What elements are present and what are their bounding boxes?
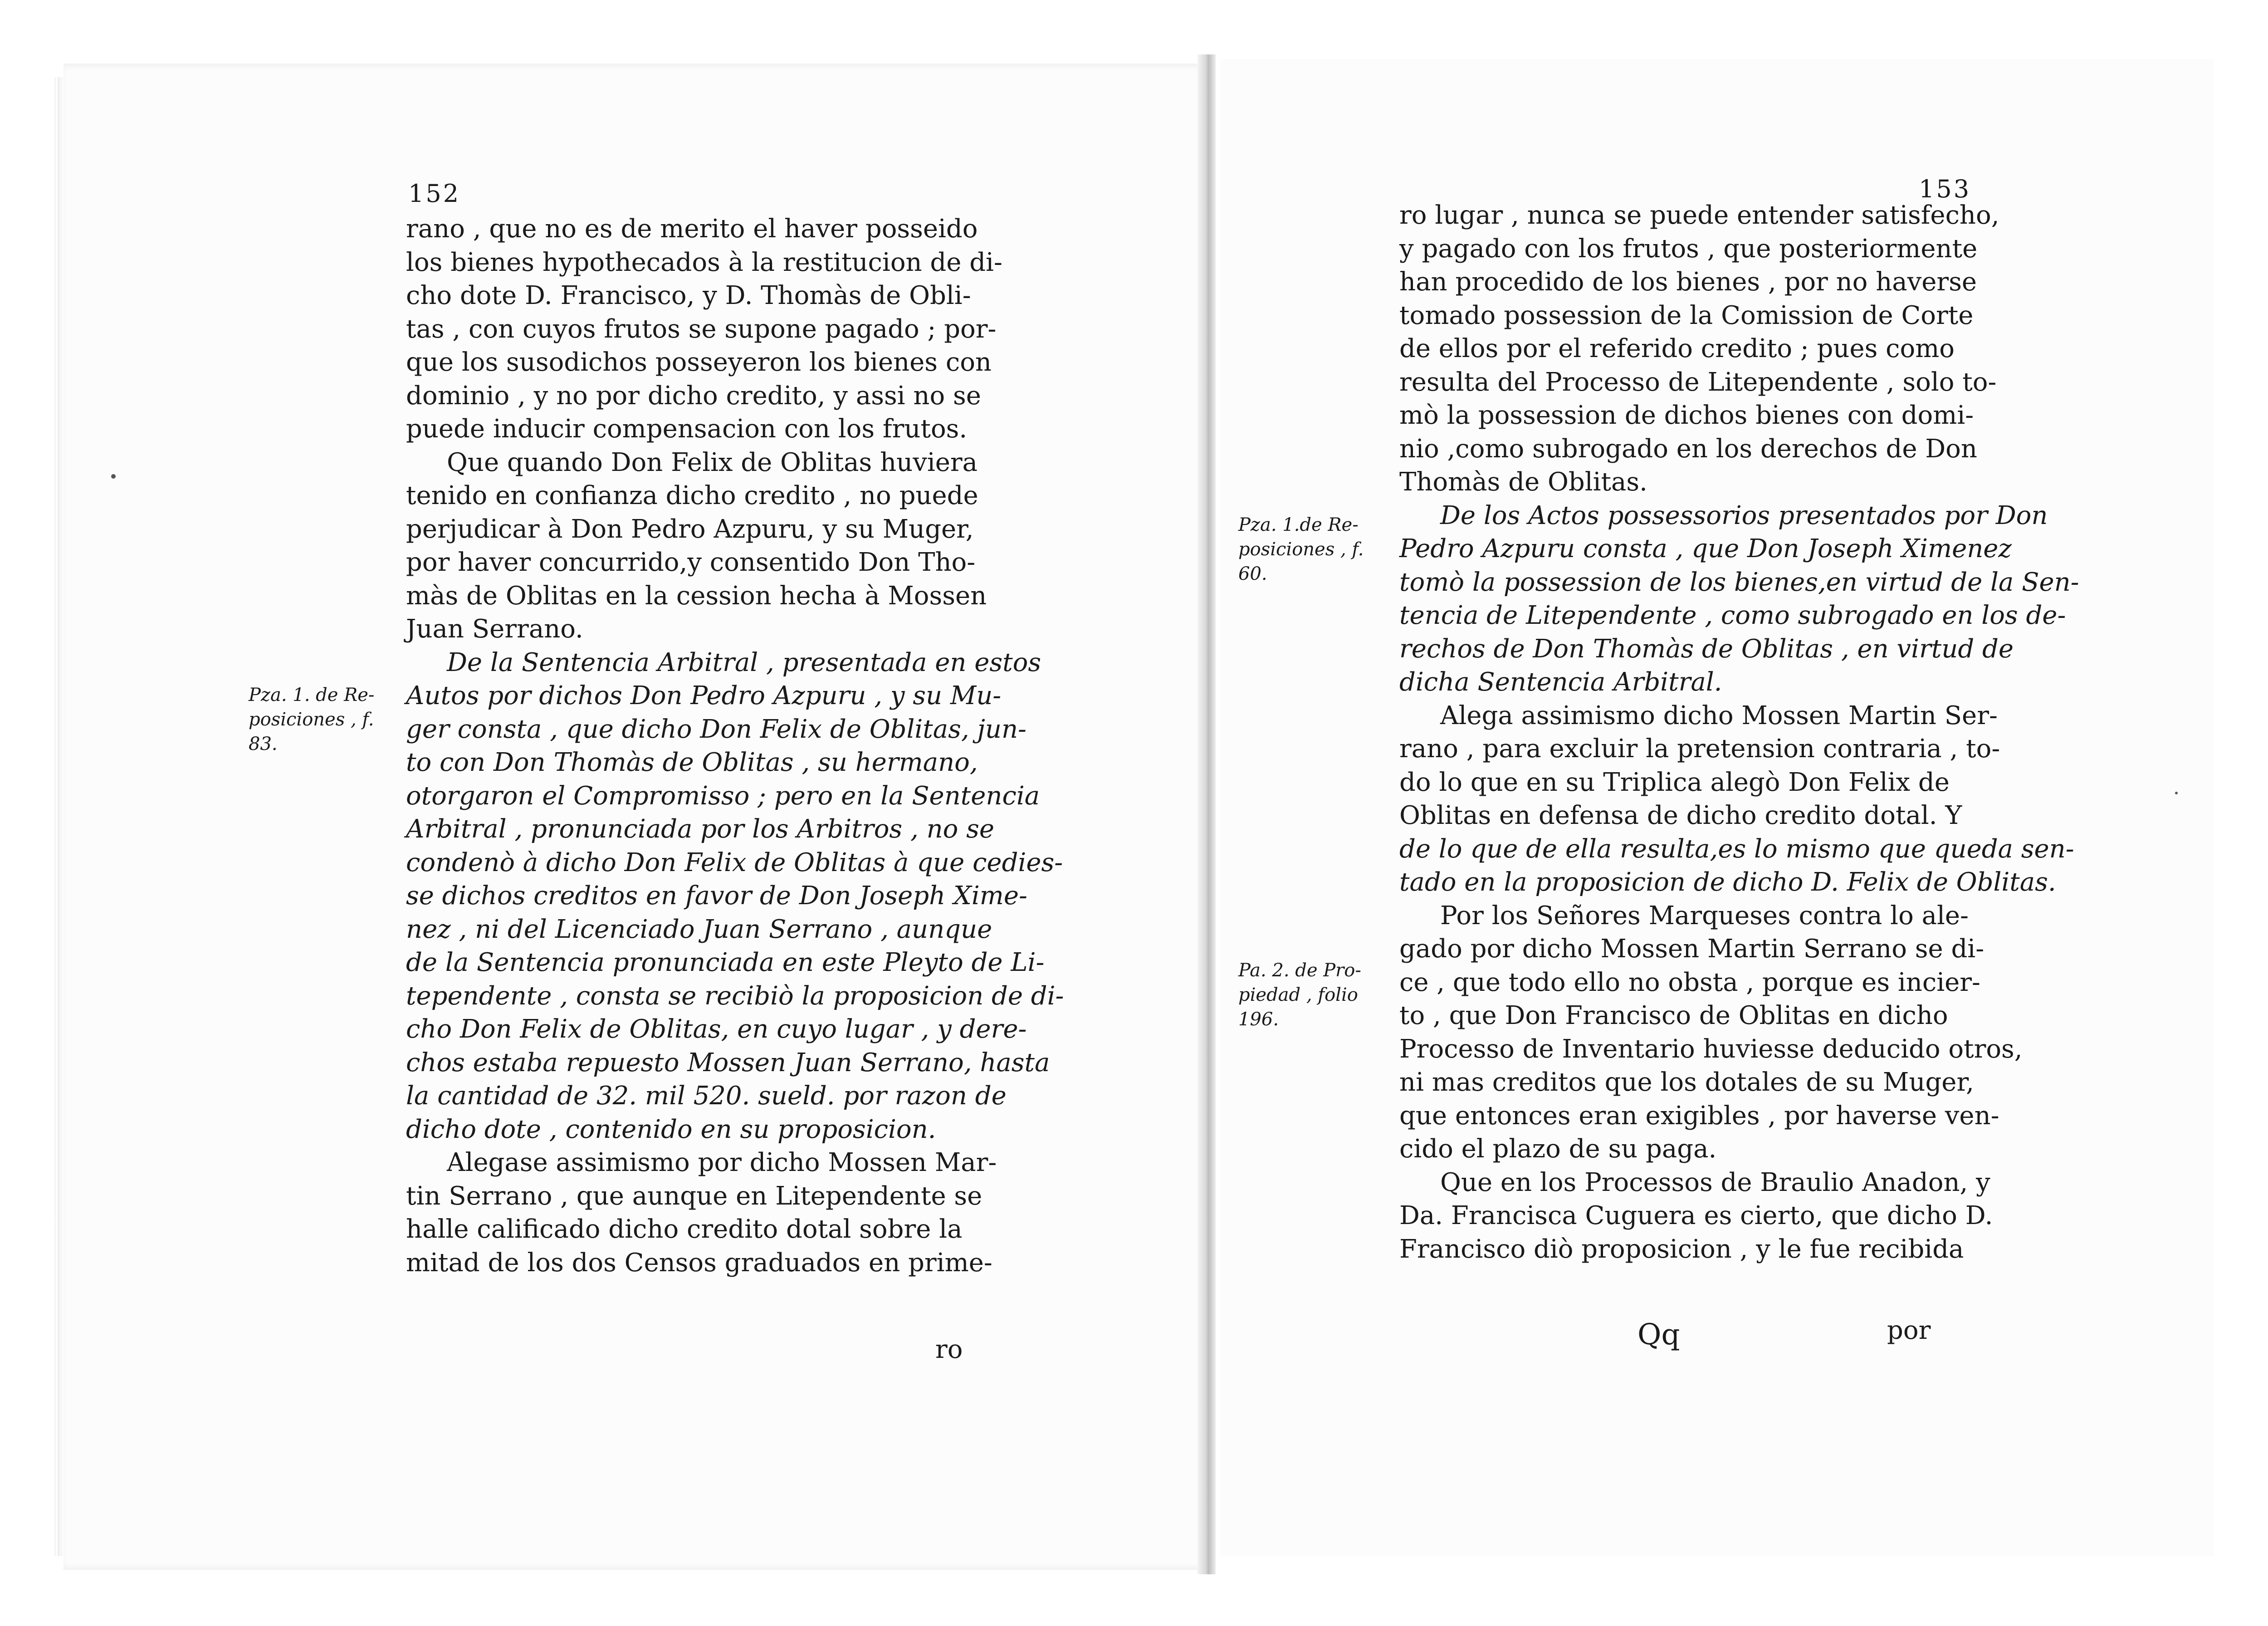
margin-note-line: posiciones , f. [249, 709, 374, 730]
text-line: Alega assimismo dicho Mossen Martin Ser- [1440, 700, 1998, 730]
text-line: ce , que todo ello no obsta , porque es incier- [1399, 967, 1980, 997]
text-line: los bienes hypothecados à la restitucion de di- [406, 247, 1002, 277]
text-line: la cantidad de 32. mil 520. sueld. por razon de [406, 1081, 1007, 1111]
text-line: ni mas creditos que los dotales de su Muger, [1399, 1068, 1974, 1097]
text-line: gado por dicho Mossen Martin Serrano se di- [1399, 934, 1984, 964]
text-line: Autos por dichos Don Pedro Azpuru , y su Mu- [406, 681, 1002, 710]
text-line: Alegase assimismo por dicho Mossen Mar- [447, 1148, 997, 1177]
text-line: cido el plazo de su paga. [1399, 1134, 1717, 1164]
text-line: y pagado con los frutos , que posteriormente [1399, 234, 1978, 264]
margin-note-line: 60. [1238, 563, 1267, 584]
text-line: dicha Sentencia Arbitral. [1399, 667, 1722, 697]
margin-note-line: posiciones , f. [1238, 539, 1364, 560]
text-line: to , que Don Francisco de Oblitas en dicho [1399, 1001, 1948, 1030]
margin-note-line: 83. [249, 734, 278, 754]
text-line: ro lugar , nunca se puede entender satisfecho, [1399, 201, 1999, 230]
text-line: otorgaron el Compromisso ; pero en la Sentencia [406, 781, 1040, 811]
text-line: tas , con cuyos frutos se supone pagado ; por- [406, 314, 997, 344]
left-body-text [406, 212, 1064, 1279]
text-line: nio ,como subrogado en los derechos de Don [1399, 434, 1977, 464]
text-line: tomò la possession de los bienes,en virtud de la Sen- [1399, 567, 2079, 597]
text-line: cho dote D. Francisco, y D. Thomàs de Obli- [406, 281, 971, 310]
text-line: Oblitas en defensa de dicho credito dotal. Y [1399, 801, 1962, 830]
right-page-number: 153 [1919, 175, 1971, 203]
text-line: mitad de los dos Censos graduados en prime- [406, 1248, 992, 1278]
text-line: que entonces eran exigibles , por haverse ven- [1399, 1101, 1999, 1131]
text-line: dominio , y no por dicho credito, y assi no se [406, 381, 981, 411]
text-line: nez , ni del Licenciado Juan Serrano , aunque [406, 914, 992, 944]
margin-note-line: 196. [1238, 1009, 1279, 1030]
text-line: rechos de Don Thomàs de Oblitas , en virtud de [1399, 634, 2014, 664]
text-line: rano , que no es de merito el haver posseido [406, 214, 978, 244]
text-line: chos estaba repuesto Mossen Juan Serrano, hasta [406, 1048, 1050, 1077]
right-margin-note-2 [1238, 958, 1388, 1032]
text-line: tin Serrano , que aunque en Litependente se [406, 1181, 982, 1211]
margin-note-line: Pza. 1. de Re- [249, 685, 375, 705]
text-line: Processo de Inventario huviesse deducido otros, [1399, 1034, 2023, 1064]
text-line: Thomàs de Oblitas. [1399, 467, 1647, 497]
text-line: màs de Oblitas en la cession hecha à Mossen [406, 581, 987, 611]
ink-speck [2175, 792, 2178, 794]
signature-mark: Qq [1637, 1318, 1680, 1352]
text-line: ger consta , que dicho Don Felix de Oblitas, jun- [406, 714, 1026, 744]
text-line: cho Don Felix de Oblitas, en cuyo lugar , y dere- [406, 1014, 1027, 1044]
text-line: tependente , consta se recibiò la proposicion de di- [406, 981, 1064, 1011]
margin-note-line: Pza. 1.de Re- [1238, 514, 1359, 535]
text-line: tencia de Litependente , como subrogado en los de- [1399, 601, 2066, 630]
text-line: condenò à dicho Don Felix de Oblitas à que cedies- [406, 847, 1063, 877]
right-catchword: por [1887, 1316, 1931, 1345]
margin-note-line: Pa. 2. de Pro- [1238, 960, 1361, 981]
text-line: resulta del Processo de Litependente , solo to- [1399, 367, 1997, 397]
text-line: Pedro Azpuru consta , que Don Joseph Ximenez [1399, 534, 2012, 563]
text-line: puede inducir compensacion con los frutos. [406, 414, 968, 444]
text-line: se dichos creditos en favor de Don Joseph Xime- [406, 881, 1027, 911]
text-line: de la Sentencia pronunciada en este Pleyto de Li- [406, 948, 1045, 977]
text-line: Da. Francisca Cuguera es cierto, que dicho D. [1399, 1201, 1993, 1230]
text-line: Que quando Don Felix de Oblitas huviera [447, 447, 978, 477]
book-gutter [1198, 54, 1216, 1574]
left-page-number: 152 [408, 179, 461, 208]
left-margin-note [249, 683, 398, 756]
text-line: Arbitral , pronunciada por los Arbitros , no se [406, 814, 995, 844]
text-line: Juan Serrano. [406, 614, 583, 644]
text-line: tenido en confianza dicho credito , no puede [406, 481, 978, 510]
text-line: de ellos por el referido credito ; pues como [1399, 334, 1955, 363]
text-line: que los susodichos posseyeron los bienes con [406, 348, 992, 377]
left-catchword: ro [935, 1335, 963, 1364]
text-line: Que en los Processos de Braulio Anadon, y [1440, 1167, 1990, 1197]
margin-note-line: piedad , folio [1238, 984, 1358, 1005]
ink-speck [111, 474, 116, 479]
text-line: to con Don Thomàs de Oblitas , su hermano, [406, 748, 978, 777]
right-body-text [1399, 199, 2079, 1266]
text-line: dicho dote , contenido en su proposicion. [406, 1114, 936, 1144]
text-line: rano , para excluir la pretension contraria , to- [1399, 734, 2000, 764]
text-line: mò la possession de dichos bienes con domi- [1399, 401, 1974, 430]
text-line: do lo que en su Triplica alegò Don Felix de [1399, 767, 1950, 797]
text-line: halle calificado dicho credito dotal sobre la [406, 1215, 963, 1244]
text-line: tado en la proposicion de dicho D. Felix de Oblitas. [1399, 867, 2056, 897]
right-margin-note-1 [1238, 513, 1388, 586]
text-line: De la Sentencia Arbitral , presentada en estos [447, 647, 1041, 677]
text-line: De los Actos possessorios presentados por Don [1440, 500, 2048, 530]
text-line: han procedido de los bienes , por no haverse [1399, 267, 1977, 297]
text-line: Por los Señores Marqueses contra lo ale- [1440, 901, 1969, 931]
text-line: por haver concurrido,y consentido Don Tho- [406, 548, 976, 577]
text-line: de lo que de ella resulta,es lo mismo que queda sen- [1399, 834, 2074, 864]
text-line: perjudicar à Don Pedro Azpuru, y su Muger, [406, 514, 974, 544]
text-line: tomado possession de la Comission de Corte [1399, 300, 1974, 330]
text-line: Francisco diò proposicion , y le fue recibida [1399, 1234, 1964, 1264]
